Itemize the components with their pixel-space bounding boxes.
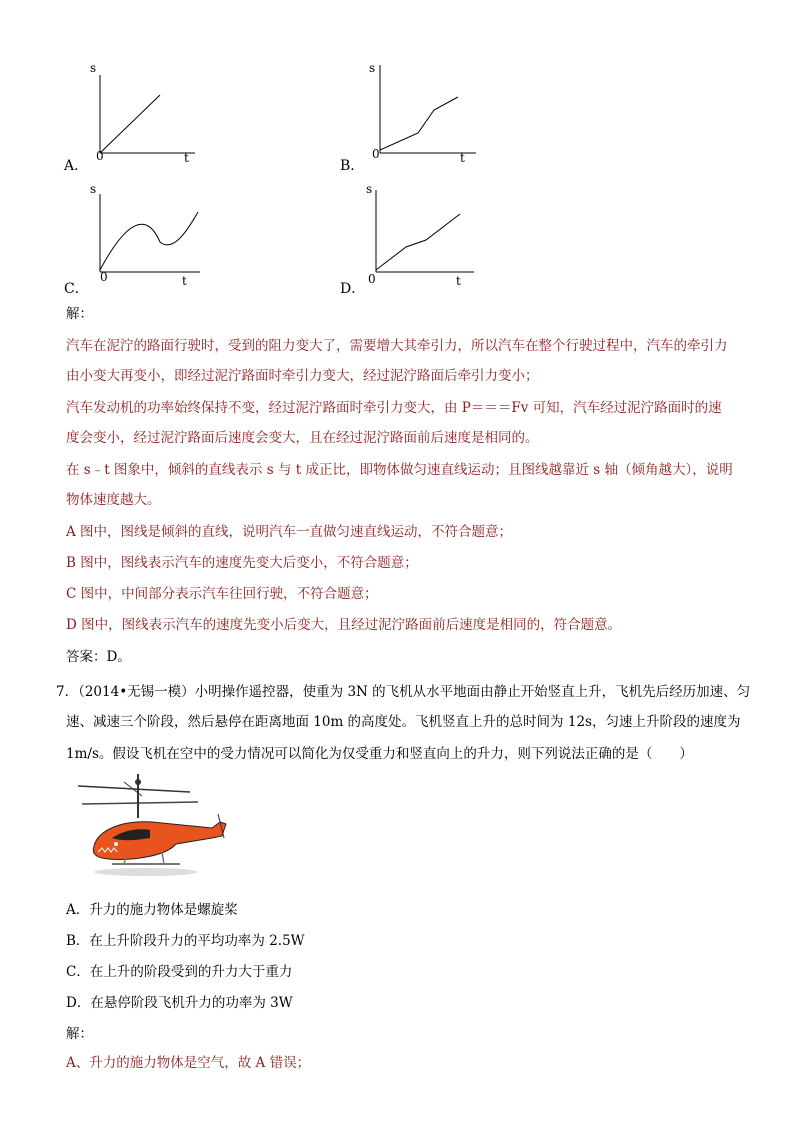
graph-c-option-label: C． (64, 281, 89, 297)
question7-solution-line-1: A、升力的施力物体是空气，故 A 错误； (66, 1055, 311, 1071)
graph-a-t-label: t (184, 151, 189, 165)
solution6-line-5: 在 s﹣t 图象中，倾斜的直线表示 s 与 t 成正比，即物体做匀速直线运动；且图线越靠近 s 轴（倾角越大），说明 (66, 462, 733, 478)
solution6-line-4: 度会变小，经过泥泞路面后速度会变大，且在经过泥泞路面前后速度是相同的。 (66, 430, 539, 446)
graph-d-s-label: s (366, 182, 373, 196)
question7-jie: 解： (66, 1026, 93, 1042)
graph-b-option-label: B． (340, 158, 365, 174)
solution6-line-3: 汽车发动机的功率始终保持不变，经过泥泞路面时牵引力变大，由 P＝＝＝Fv 可知，汽车经过泥泞路面时的速 (66, 400, 722, 416)
graph-d-origin: 0 (368, 272, 376, 286)
graph-d-t-label: t (456, 274, 461, 288)
graph-d-option-label: D． (340, 281, 366, 297)
graph-a (60, 55, 210, 175)
graph-b-t-label: t (460, 151, 465, 165)
helicopter-image (72, 772, 232, 882)
question7-line-1: 7．（2014•无锡一模）小明操作遥控器，使重为 3N 的飞机从水平地面由静止开始竖直上升，飞机先后经历加速、匀 (56, 684, 751, 700)
graph-c-origin: 0 (100, 270, 108, 284)
graph-c-t-label: t (182, 274, 187, 288)
graph-b-s-label: s (369, 61, 376, 75)
solution6-line-2: 由小变大再变小，即经过泥泞路面时牵引力变大，经过泥泞路面后牵引力变小； (66, 368, 539, 384)
solution6-line-1: 汽车在泥泞的路面行驶时，受到的阻力变大了，需要增大其牵引力，所以汽车在整个行驶过程中，汽车的牵引力 (66, 338, 728, 354)
graph-c (60, 180, 210, 300)
graph-a-option-label: A． (64, 158, 89, 174)
graph-b-line (380, 97, 458, 150)
graph-c-s-label: s (90, 182, 97, 196)
graph-a-line (100, 95, 160, 153)
graph-d-line (376, 214, 460, 270)
solution6-line-10: D 图中，图线表示汽车的速度先变小后变大，且经过泥泞路面前后速度是相同的，符合题意。 (66, 617, 622, 633)
graph-a-s-label: s (90, 61, 97, 75)
question7-option-d: D．在悬停阶段飞机升力的功率为 3W (66, 995, 293, 1011)
graph-d (336, 180, 486, 300)
question7-line-3: 1m/s。假设飞机在空中的受力情况可以简化为仅受重力和竖直向上的升力，则下列说法正确的是（ ） (66, 746, 693, 762)
solution6-answer: 答案：D。 (66, 649, 131, 665)
graph-a-origin: 0 (96, 149, 104, 163)
graph-b (336, 55, 486, 175)
solution6-jie: 解： (66, 306, 93, 322)
question7-line-2: 速、减速三个阶段，然后悬停在距离地面 10m 的高度处。飞机竖直上升的总时间为 12s，匀速上升阶段的速度为 (66, 714, 741, 730)
graph-b-origin: 0 (372, 147, 380, 161)
question7-option-b: B．在上升阶段升力的平均功率为 2.5W (66, 933, 305, 949)
solution6-line-6: 物体速度越大。 (66, 492, 161, 508)
solution6-line-9: C 图中，中间部分表示汽车往回行驶，不符合题意； (66, 586, 378, 602)
graph-c-curve (100, 212, 198, 270)
solution6-line-8: B 图中，图线表示汽车的速度先变大后变小，不符合题意； (66, 555, 418, 571)
question7-option-c: C．在上升的阶段受到的升力大于重力 (66, 964, 293, 980)
question7-option-a: A．升力的施力物体是螺旋桨 (66, 902, 238, 918)
solution6-line-7: A 图中，图线是倾斜的直线，说明汽车一直做匀速直线运动，不符合题意； (66, 524, 513, 540)
